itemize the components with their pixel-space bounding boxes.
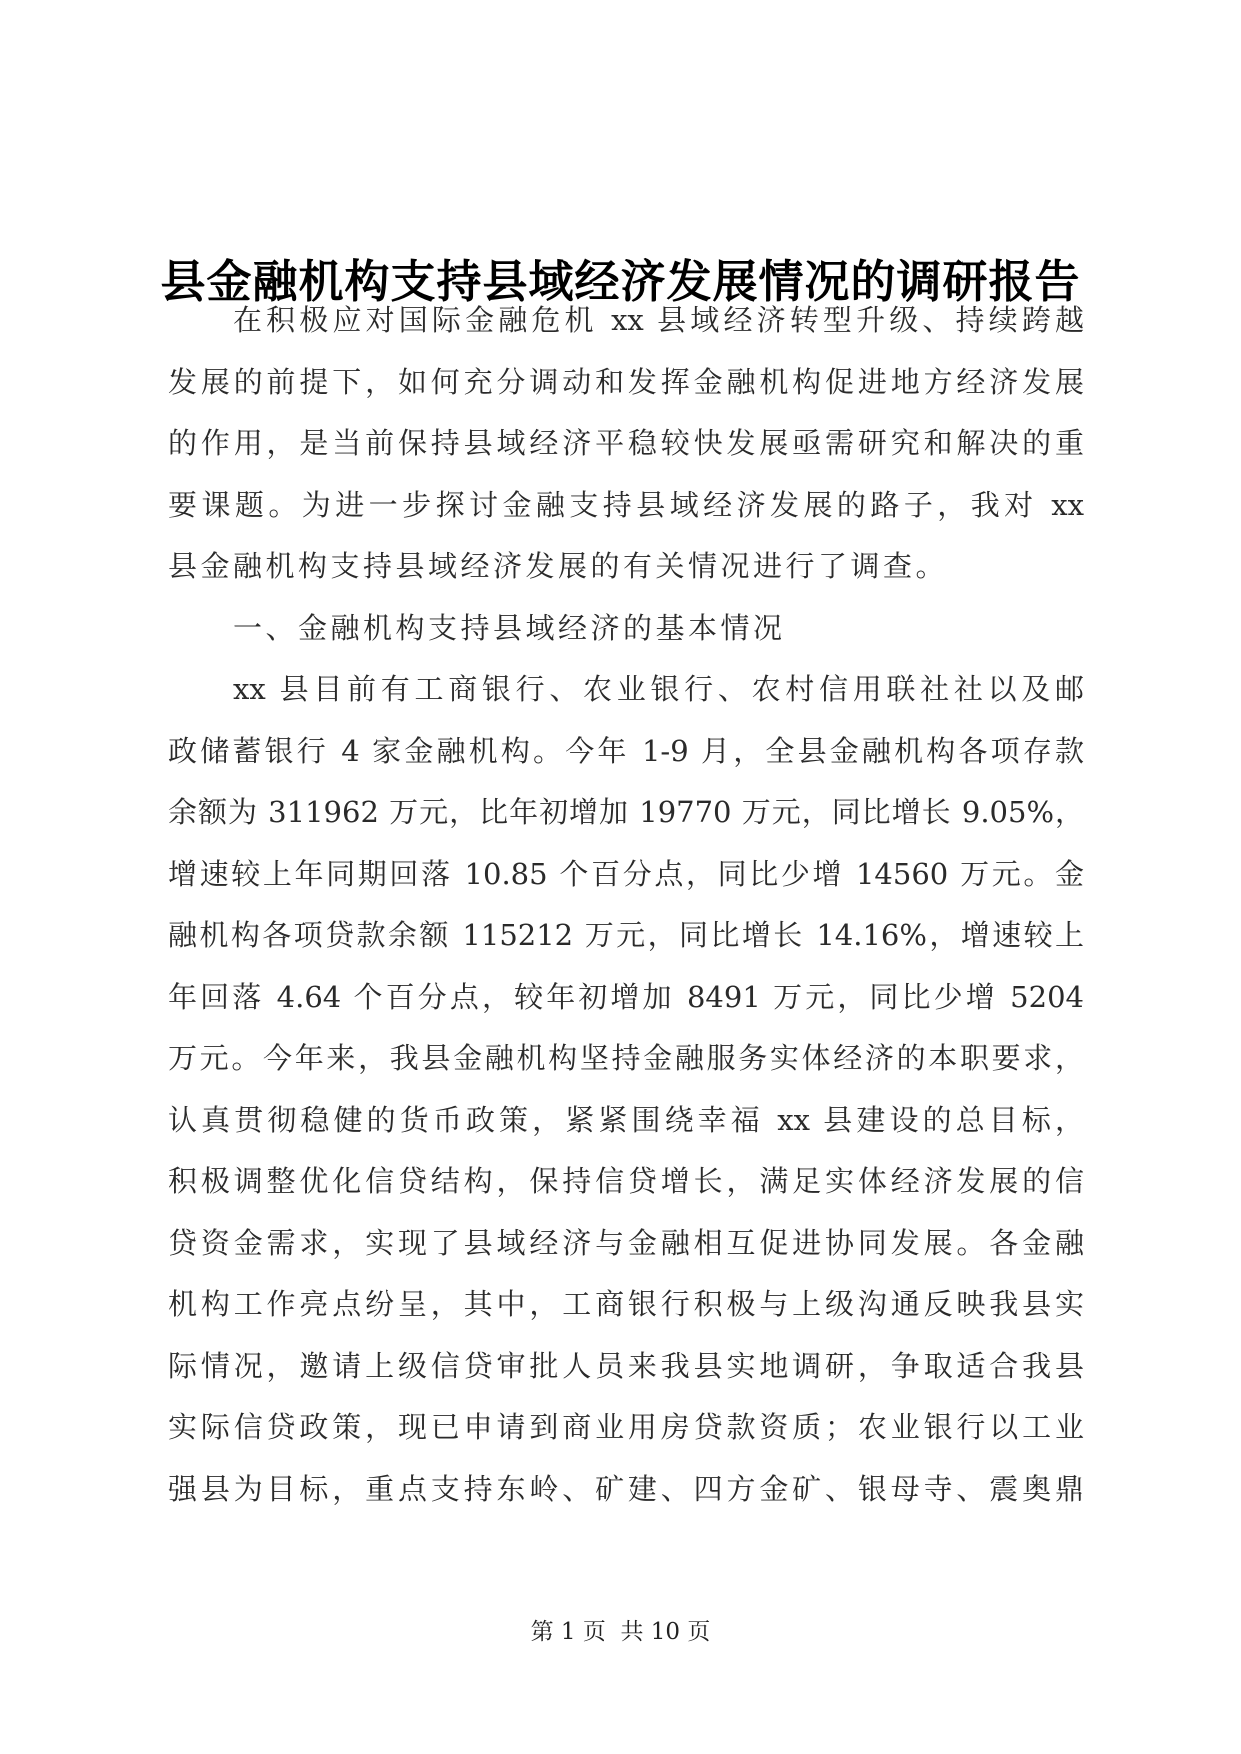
document-body bbox=[168, 290, 1084, 1520]
text-line: 发展的前提下，如何充分调动和发挥金融机构促进地方经济发展 bbox=[168, 364, 1084, 399]
basic-info-paragraph bbox=[168, 659, 1084, 1520]
text-line: xx 县目前有工商银行、农业银行、农村信用联社社以及邮 bbox=[233, 672, 1084, 706]
text-line: 余额为 311962 万元，比年初增加 19770 万元，同比增长 9.05%， bbox=[168, 795, 1084, 829]
text-line: 际情况，邀请上级信贷审批人员来我县实地调研，争取适合我县 bbox=[168, 1348, 1084, 1383]
text-line: 贷资金需求，实现了县域经济与金融相互促进协同发展。各金融 bbox=[168, 1225, 1084, 1260]
document-title: 县金融机构支持县域经济发展情况的调研报告 bbox=[160, 255, 1081, 309]
text-line: 政储蓄银行 4 家金融机构。今年 1-9 月，全县金融机构各项存款 bbox=[168, 733, 1084, 768]
text-line: 万元。今年来，我县金融机构坚持金融服务实体经济的本职要求， bbox=[168, 1041, 1084, 1075]
text-line: 认真贯彻稳健的货币政策，紧紧围绕幸福 xx 县建设的总目标， bbox=[168, 1102, 1084, 1137]
section-heading: 一、金融机构支持县域经济的基本情况 bbox=[233, 610, 786, 645]
text-line: 要课题。为进一步探讨金融支持县域经济发展的路子，我对 xx bbox=[168, 487, 1084, 522]
text-line: 增速较上年同期回落 10.85 个百分点，同比少增 14560 万元。金 bbox=[168, 856, 1084, 891]
text-line: 机构工作亮点纷呈，其中，工商银行积极与上级沟通反映我县实 bbox=[168, 1287, 1084, 1321]
text-line: 年回落 4.64 个百分点，较年初增加 8491 万元，同比少增 5204 bbox=[168, 979, 1084, 1014]
text-line: 强县为目标，重点支持东岭、矿建、四方金矿、银母寺、震奥鼎 bbox=[168, 1471, 1084, 1506]
text-line: 的作用，是当前保持县域经济平稳较快发展亟需研究和解决的重 bbox=[168, 426, 1084, 460]
intro-paragraph bbox=[168, 290, 1084, 598]
text-line: 县金融机构支持县域经济发展的有关情况进行了调查。 bbox=[168, 549, 949, 583]
text-line: 融机构各项贷款余额 115212 万元，同比增长 14.16%，增速较上 bbox=[168, 918, 1084, 952]
page-number: 第 1 页 共 10 页 bbox=[530, 1619, 711, 1645]
text-line: 在积极应对国际金融危机 xx 县域经济转型升级、持续跨越 bbox=[233, 303, 1084, 337]
text-line: 实际信贷政策，现已申请到商业用房贷款资质；农业银行以工业 bbox=[168, 1410, 1084, 1444]
text-line: 积极调整优化信贷结构，保持信贷增长，满足实体经济发展的信 bbox=[168, 1164, 1084, 1198]
